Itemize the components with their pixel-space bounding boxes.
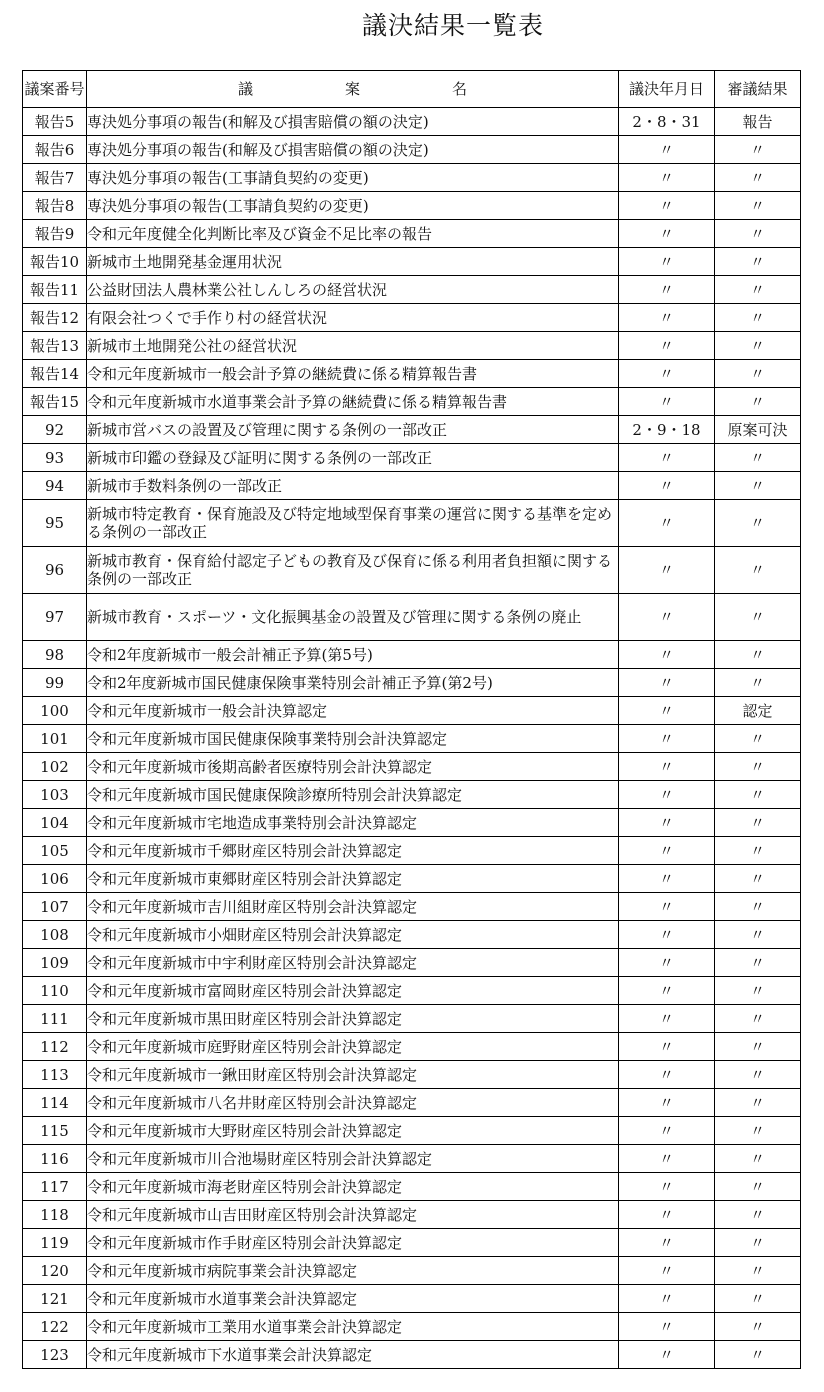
cell-number: 103 (23, 781, 87, 809)
table-row (23, 108, 801, 136)
table-row (23, 1173, 801, 1201)
cell-result: 〃 (715, 360, 801, 388)
table-row (23, 304, 801, 332)
cell-number: 報告7 (23, 164, 87, 192)
cell-date: 〃 (619, 136, 715, 164)
cell-name: 令和元年度新城市千郷財産区特別会計決算認定 (87, 837, 619, 865)
table-row (23, 360, 801, 388)
table-row (23, 192, 801, 220)
table-row (23, 164, 801, 192)
cell-result: 〃 (715, 1173, 801, 1201)
cell-number: 報告6 (23, 136, 87, 164)
cell-date: 〃 (619, 388, 715, 416)
cell-result: 〃 (715, 977, 801, 1005)
cell-number: 94 (23, 472, 87, 500)
column-header-name-char: 名 (452, 80, 468, 98)
table-row (23, 332, 801, 360)
cell-result: 〃 (715, 192, 801, 220)
cell-number: 報告11 (23, 276, 87, 304)
cell-date: 〃 (619, 1341, 715, 1369)
cell-name: 令和元年度新城市後期高齢者医療特別会計決算認定 (87, 753, 619, 781)
cell-number: 98 (23, 641, 87, 669)
cell-number: 99 (23, 669, 87, 697)
cell-number: 118 (23, 1201, 87, 1229)
table-row (23, 1089, 801, 1117)
cell-date: 〃 (619, 332, 715, 360)
cell-date: 〃 (619, 949, 715, 977)
cell-date: 〃 (619, 753, 715, 781)
cell-date: 〃 (619, 921, 715, 949)
cell-name: 令和元年度新城市一般会計決算認定 (87, 697, 619, 725)
cell-name: 令和元年度新城市宅地造成事業特別会計決算認定 (87, 809, 619, 837)
cell-name: 専決処分事項の報告(工事請負契約の変更) (87, 164, 619, 192)
cell-date: 〃 (619, 360, 715, 388)
cell-name: 令和元年度新城市国民健康保険事業特別会計決算認定 (87, 725, 619, 753)
cell-date: 〃 (619, 1089, 715, 1117)
table-row (23, 865, 801, 893)
cell-number: 93 (23, 444, 87, 472)
cell-number: 113 (23, 1061, 87, 1089)
cell-name: 専決処分事項の報告(和解及び損害賠償の額の決定) (87, 136, 619, 164)
cell-result: 〃 (715, 893, 801, 921)
cell-name: 令和元年度新城市大野財産区特別会計決算認定 (87, 1117, 619, 1145)
table-row (23, 416, 801, 444)
cell-name: 令和元年度新城市病院事業会計決算認定 (87, 1257, 619, 1285)
cell-name: 令和2年度新城市一般会計補正予算(第5号) (87, 641, 619, 669)
cell-number: 101 (23, 725, 87, 753)
cell-result: 〃 (715, 1313, 801, 1341)
column-header-name-char: 案 (344, 80, 360, 98)
cell-name: 専決処分事項の報告(和解及び損害賠償の額の決定) (87, 108, 619, 136)
cell-number: 105 (23, 837, 87, 865)
cell-result: 〃 (715, 1341, 801, 1369)
table-row (23, 837, 801, 865)
cell-name: 令和元年度新城市一般会計予算の継続費に係る精算報告書 (87, 360, 619, 388)
cell-result: 〃 (715, 1061, 801, 1089)
table-row (23, 1005, 801, 1033)
cell-result: 〃 (715, 220, 801, 248)
cell-date: 〃 (619, 164, 715, 192)
page-title: 議決結果一覧表 (361, 11, 544, 40)
cell-result: 〃 (715, 500, 801, 547)
cell-date: 〃 (619, 837, 715, 865)
cell-date: 〃 (619, 865, 715, 893)
cell-result: 〃 (715, 1033, 801, 1061)
cell-result: 〃 (715, 641, 801, 669)
cell-result: 〃 (715, 276, 801, 304)
table-row (23, 977, 801, 1005)
cell-date: 〃 (619, 1145, 715, 1173)
cell-number: 92 (23, 416, 87, 444)
cell-date: 2・8・31 (619, 108, 715, 136)
cell-number: 109 (23, 949, 87, 977)
cell-date: 2・9・18 (619, 416, 715, 444)
cell-date: 〃 (619, 697, 715, 725)
cell-name: 令和元年度新城市庭野財産区特別会計決算認定 (87, 1033, 619, 1061)
cell-result: 〃 (715, 388, 801, 416)
cell-date: 〃 (619, 594, 715, 641)
cell-number: 117 (23, 1173, 87, 1201)
cell-number: 112 (23, 1033, 87, 1061)
table-row (23, 1201, 801, 1229)
cell-name: 有限会社つくで手作り村の経営状況 (87, 304, 619, 332)
column-header-name-char: 議 (237, 80, 253, 98)
table-row (23, 444, 801, 472)
cell-date: 〃 (619, 1033, 715, 1061)
cell-date: 〃 (619, 977, 715, 1005)
table-row (23, 1341, 801, 1369)
cell-number: 102 (23, 753, 87, 781)
cell-number: 報告10 (23, 248, 87, 276)
cell-result: 〃 (715, 949, 801, 977)
table-body (23, 108, 801, 1369)
cell-result: 〃 (715, 921, 801, 949)
cell-number: 107 (23, 893, 87, 921)
table-row (23, 1229, 801, 1257)
table-row (23, 641, 801, 669)
cell-result: 〃 (715, 725, 801, 753)
cell-name: 令和元年度新城市国民健康保険診療所特別会計決算認定 (87, 781, 619, 809)
cell-name: 令和元年度新城市黒田財産区特別会計決算認定 (87, 1005, 619, 1033)
cell-number: 110 (23, 977, 87, 1005)
cell-result: 〃 (715, 1201, 801, 1229)
cell-number: 報告5 (23, 108, 87, 136)
column-header-date: 議決年月日 (619, 71, 715, 108)
table-row (23, 472, 801, 500)
cell-number: 116 (23, 1145, 87, 1173)
cell-number: 106 (23, 865, 87, 893)
cell-result: 〃 (715, 1005, 801, 1033)
cell-result: 〃 (715, 1089, 801, 1117)
table-row (23, 781, 801, 809)
cell-date: 〃 (619, 220, 715, 248)
cell-date: 〃 (619, 1201, 715, 1229)
table-row (23, 1145, 801, 1173)
cell-result: 〃 (715, 781, 801, 809)
cell-name: 公益財団法人農林業公社しんしろの経営状況 (87, 276, 619, 304)
cell-result: 〃 (715, 444, 801, 472)
cell-name: 令和元年度新城市川合池場財産区特別会計決算認定 (87, 1145, 619, 1173)
cell-name: 新城市土地開発基金運用状況 (87, 248, 619, 276)
cell-name: 令和元年度新城市海老財産区特別会計決算認定 (87, 1173, 619, 1201)
cell-date: 〃 (619, 444, 715, 472)
table-row (23, 1117, 801, 1145)
cell-number: 114 (23, 1089, 87, 1117)
cell-name: 令和元年度新城市山吉田財産区特別会計決算認定 (87, 1201, 619, 1229)
cell-name: 令和元年度健全化判断比率及び資金不足比率の報告 (87, 220, 619, 248)
cell-date: 〃 (619, 1313, 715, 1341)
cell-result: 〃 (715, 809, 801, 837)
table-row (23, 547, 801, 594)
cell-number: 報告14 (23, 360, 87, 388)
cell-number: 報告9 (23, 220, 87, 248)
cell-date: 〃 (619, 500, 715, 547)
cell-name: 令和元年度新城市中宇利財産区特別会計決算認定 (87, 949, 619, 977)
cell-date: 〃 (619, 304, 715, 332)
cell-name: 専決処分事項の報告(工事請負契約の変更) (87, 192, 619, 220)
cell-date: 〃 (619, 669, 715, 697)
cell-result: 〃 (715, 248, 801, 276)
cell-name: 令和2年度新城市国民健康保険事業特別会計補正予算(第2号) (87, 669, 619, 697)
cell-number: 100 (23, 697, 87, 725)
column-header-name (87, 71, 619, 108)
table-row (23, 388, 801, 416)
table-row (23, 725, 801, 753)
cell-name: 新城市営バスの設置及び管理に関する条例の一部改正 (87, 416, 619, 444)
table-row (23, 669, 801, 697)
cell-date: 〃 (619, 1061, 715, 1089)
cell-result: 〃 (715, 669, 801, 697)
cell-date: 〃 (619, 1173, 715, 1201)
table-row (23, 1061, 801, 1089)
table-row (23, 594, 801, 641)
cell-result: 〃 (715, 1117, 801, 1145)
cell-result: 〃 (715, 164, 801, 192)
cell-name: 新城市教育・保育給付認定子どもの教育及び保育に係る利用者負担額に関する条例の一部改正 (87, 547, 619, 594)
cell-result: 〃 (715, 865, 801, 893)
cell-name: 令和元年度新城市小畑財産区特別会計決算認定 (87, 921, 619, 949)
table-row (23, 753, 801, 781)
table-row (23, 248, 801, 276)
table-header-row (23, 71, 801, 108)
cell-number: 121 (23, 1285, 87, 1313)
table-row (23, 921, 801, 949)
cell-name: 令和元年度新城市水道事業会計予算の継続費に係る精算報告書 (87, 388, 619, 416)
cell-date: 〃 (619, 248, 715, 276)
cell-date: 〃 (619, 192, 715, 220)
cell-date: 〃 (619, 1117, 715, 1145)
cell-date: 〃 (619, 893, 715, 921)
cell-result: 〃 (715, 1285, 801, 1313)
cell-name: 新城市教育・スポーツ・文化振興基金の設置及び管理に関する条例の廃止 (87, 594, 619, 641)
cell-number: 111 (23, 1005, 87, 1033)
cell-number: 108 (23, 921, 87, 949)
cell-result: 〃 (715, 1229, 801, 1257)
cell-name: 令和元年度新城市水道事業会計決算認定 (87, 1285, 619, 1313)
cell-result: 〃 (715, 472, 801, 500)
cell-name: 新城市土地開発公社の経営状況 (87, 332, 619, 360)
cell-number: 97 (23, 594, 87, 641)
table-row (23, 1257, 801, 1285)
cell-number: 115 (23, 1117, 87, 1145)
column-header-number: 議案番号 (23, 71, 87, 108)
table-row (23, 893, 801, 921)
cell-name: 令和元年度新城市作手財産区特別会計決算認定 (87, 1229, 619, 1257)
cell-name: 令和元年度新城市八名井財産区特別会計決算認定 (87, 1089, 619, 1117)
table-row (23, 697, 801, 725)
cell-number: 報告8 (23, 192, 87, 220)
cell-number: 報告15 (23, 388, 87, 416)
cell-result: 〃 (715, 594, 801, 641)
cell-result: 〃 (715, 753, 801, 781)
table-row (23, 1313, 801, 1341)
cell-number: 報告12 (23, 304, 87, 332)
cell-number: 96 (23, 547, 87, 594)
cell-result: 〃 (715, 1145, 801, 1173)
cell-name: 令和元年度新城市工業用水道事業会計決算認定 (87, 1313, 619, 1341)
table-row (23, 1033, 801, 1061)
cell-result: 〃 (715, 1257, 801, 1285)
cell-date: 〃 (619, 641, 715, 669)
cell-result: 報告 (715, 108, 801, 136)
table-row (23, 500, 801, 547)
cell-number: 122 (23, 1313, 87, 1341)
table-row (23, 220, 801, 248)
cell-result: 原案可決 (715, 416, 801, 444)
cell-date: 〃 (619, 1285, 715, 1313)
results-table (22, 70, 801, 1369)
cell-result: 認定 (715, 697, 801, 725)
cell-number: 123 (23, 1341, 87, 1369)
cell-number: 報告13 (23, 332, 87, 360)
table-row (23, 276, 801, 304)
cell-date: 〃 (619, 1005, 715, 1033)
cell-date: 〃 (619, 1229, 715, 1257)
column-header-result: 審議結果 (715, 71, 801, 108)
cell-number: 120 (23, 1257, 87, 1285)
cell-date: 〃 (619, 781, 715, 809)
cell-name: 令和元年度新城市吉川組財産区特別会計決算認定 (87, 893, 619, 921)
cell-name: 令和元年度新城市下水道事業会計決算認定 (87, 1341, 619, 1369)
table-row (23, 809, 801, 837)
cell-result: 〃 (715, 136, 801, 164)
cell-name: 令和元年度新城市一鍬田財産区特別会計決算認定 (87, 1061, 619, 1089)
cell-name: 新城市特定教育・保育施設及び特定地域型保育事業の運営に関する基準を定める条例の一部改正 (87, 500, 619, 547)
table-row (23, 1285, 801, 1313)
cell-result: 〃 (715, 547, 801, 594)
cell-number: 104 (23, 809, 87, 837)
cell-date: 〃 (619, 472, 715, 500)
cell-name: 令和元年度新城市富岡財産区特別会計決算認定 (87, 977, 619, 1005)
cell-date: 〃 (619, 276, 715, 304)
cell-result: 〃 (715, 837, 801, 865)
cell-name: 令和元年度新城市東郷財産区特別会計決算認定 (87, 865, 619, 893)
cell-result: 〃 (715, 304, 801, 332)
cell-name: 新城市印鑑の登録及び証明に関する条例の一部改正 (87, 444, 619, 472)
cell-number: 119 (23, 1229, 87, 1257)
cell-date: 〃 (619, 1257, 715, 1285)
cell-date: 〃 (619, 809, 715, 837)
cell-result: 〃 (715, 332, 801, 360)
table-row (23, 949, 801, 977)
cell-date: 〃 (619, 725, 715, 753)
cell-number: 95 (23, 500, 87, 547)
table-row (23, 136, 801, 164)
cell-name: 新城市手数料条例の一部改正 (87, 472, 619, 500)
cell-date: 〃 (619, 547, 715, 594)
